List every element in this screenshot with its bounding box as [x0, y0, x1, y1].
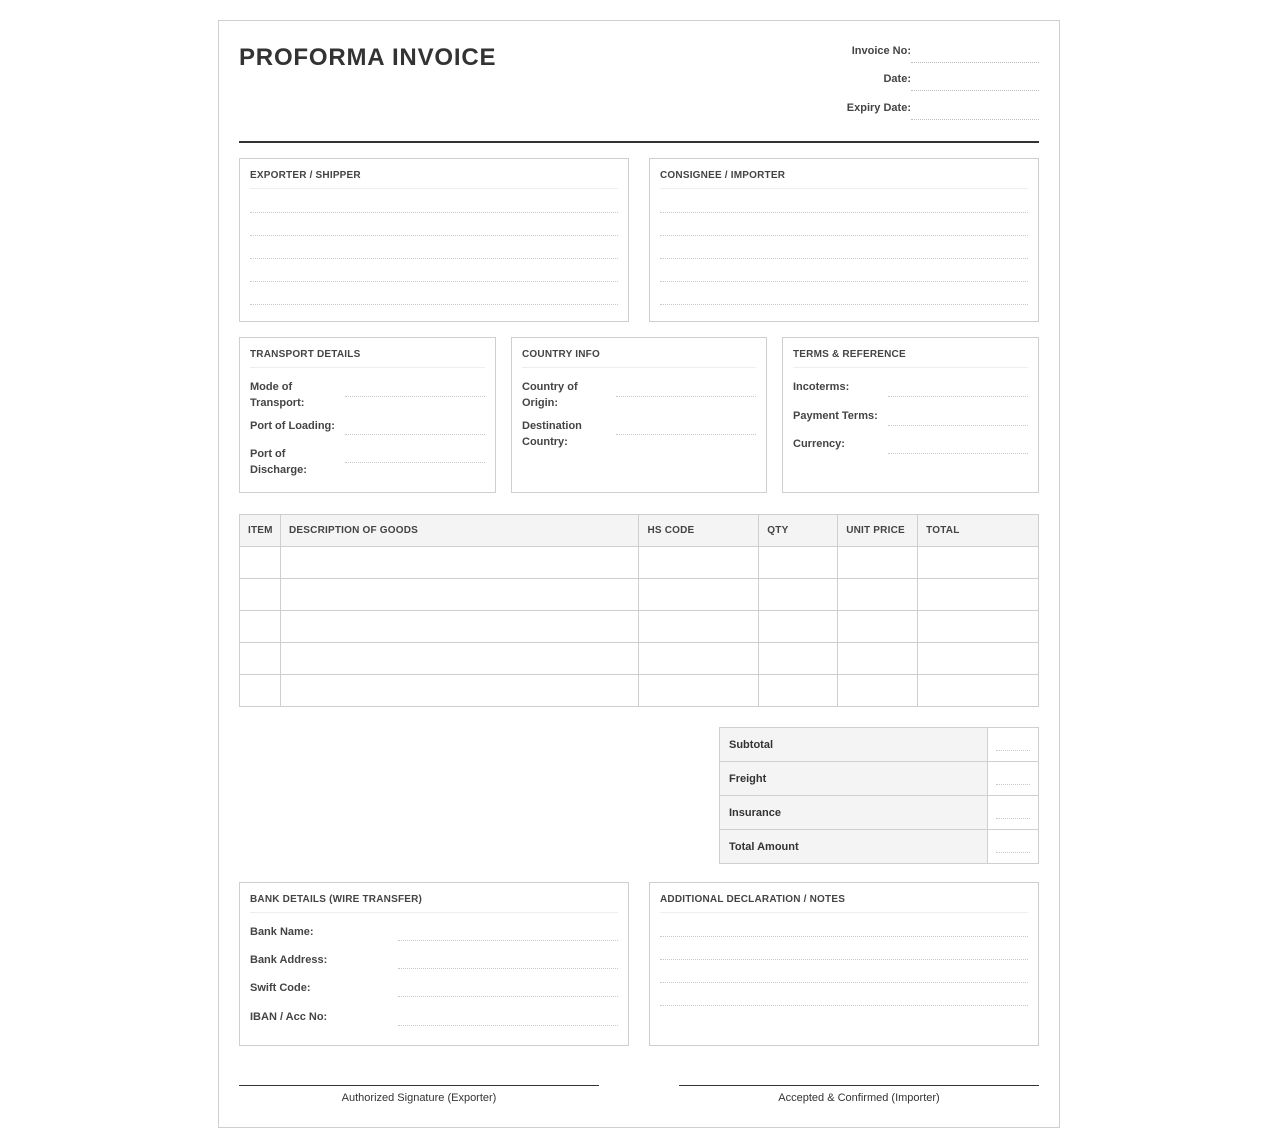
consignee-line[interactable] [660, 235, 1028, 236]
bank-box [239, 882, 629, 1046]
payment-terms-field[interactable] [888, 425, 1028, 426]
bank-name-label: Bank Name: [250, 926, 314, 938]
iban-field[interactable] [398, 1025, 618, 1026]
table-cell[interactable] [759, 579, 838, 611]
invoice-no-row [799, 45, 1039, 63]
terms-title-divider [793, 367, 1028, 368]
table-row [240, 675, 1039, 707]
port-of-loading-label: Port of Loading: [250, 420, 335, 432]
bank-title-divider [250, 912, 618, 913]
table-cell[interactable] [240, 611, 281, 643]
header-divider [239, 141, 1039, 143]
table-row [240, 579, 1039, 611]
table-cell[interactable] [639, 675, 759, 707]
importer-signature-line[interactable] [679, 1085, 1039, 1086]
table-cell[interactable] [280, 579, 638, 611]
subtotal-row [720, 728, 1039, 762]
column-header-item: ITEM [240, 515, 281, 547]
table-cell[interactable] [639, 547, 759, 579]
consignee-title-divider [660, 188, 1028, 189]
goods-table [239, 514, 1039, 707]
table-cell[interactable] [918, 643, 1039, 675]
notes-title-divider [660, 912, 1028, 913]
invoice-no-label: Invoice No: [851, 45, 911, 57]
table-row [240, 611, 1039, 643]
table-cell[interactable] [639, 643, 759, 675]
table-cell[interactable] [918, 611, 1039, 643]
goods-table-header [240, 515, 1039, 547]
notes-line[interactable] [660, 1005, 1028, 1006]
expiry-date-row [799, 102, 1039, 120]
column-header-unit-price: UNIT PRICE [838, 515, 918, 547]
transport-title: TRANSPORT DETAILS [250, 349, 361, 360]
notes-line[interactable] [660, 936, 1028, 937]
table-cell[interactable] [280, 643, 638, 675]
total-amount-field[interactable] [988, 830, 1039, 864]
subtotal-field[interactable] [988, 728, 1039, 762]
country-title: COUNTRY INFO [522, 349, 600, 360]
consignee-line[interactable] [660, 212, 1028, 213]
country-of-origin-label: Country of Origin: [522, 381, 578, 409]
table-cell[interactable] [838, 643, 918, 675]
mode-of-transport-label: Mode of Transport: [250, 381, 305, 409]
column-header-description: DESCRIPTION OF GOODS [280, 515, 638, 547]
document-title: PROFORMA INVOICE [239, 44, 497, 71]
transport-box [239, 337, 496, 493]
bank-name-field[interactable] [398, 940, 618, 941]
importer-signature-label: Accepted & Confirmed (Importer) [778, 1092, 940, 1104]
totals-table [719, 727, 1039, 864]
exporter-line[interactable] [250, 258, 618, 259]
notes-box [649, 882, 1039, 1046]
consignee-line[interactable] [660, 304, 1028, 305]
exporter-signature-line[interactable] [239, 1085, 599, 1086]
table-row [240, 547, 1039, 579]
column-header-total: TOTAL [918, 515, 1039, 547]
currency-label: Currency: [793, 438, 845, 450]
destination-country-field[interactable] [616, 434, 756, 435]
expiry-date-field[interactable] [911, 119, 1039, 120]
exporter-line[interactable] [250, 235, 618, 236]
insurance-label: Insurance [720, 796, 988, 830]
notes-title: ADDITIONAL DECLARATION / NOTES [660, 894, 846, 905]
total-amount-row [720, 830, 1039, 864]
exporter-title: EXPORTER / SHIPPER [250, 170, 361, 181]
freight-value-line [996, 784, 1030, 785]
exporter-line[interactable] [250, 281, 618, 282]
table-cell[interactable] [240, 643, 281, 675]
subtotal-label: Subtotal [720, 728, 988, 762]
table-cell[interactable] [838, 579, 918, 611]
consignee-line[interactable] [660, 281, 1028, 282]
invoice-page [218, 20, 1060, 1128]
table-cell[interactable] [838, 611, 918, 643]
incoterms-label: Incoterms: [793, 381, 850, 393]
payment-terms-label: Payment Terms: [793, 410, 878, 422]
date-label: Date: [883, 73, 911, 85]
exporter-signature-label: Authorized Signature (Exporter) [341, 1092, 497, 1104]
invoice-no-field[interactable] [911, 62, 1039, 63]
total-amount-value-line [996, 852, 1030, 853]
subtotal-value-line [996, 750, 1030, 751]
exporter-line[interactable] [250, 212, 618, 213]
mode-of-transport-field[interactable] [345, 396, 485, 397]
country-title-divider [522, 367, 756, 368]
insurance-value-line [996, 818, 1030, 819]
table-cell[interactable] [918, 675, 1039, 707]
terms-box [782, 337, 1039, 493]
exporter-box [239, 158, 629, 322]
incoterms-field[interactable] [888, 396, 1028, 397]
table-cell[interactable] [639, 579, 759, 611]
transport-title-divider [250, 367, 485, 368]
table-cell[interactable] [759, 611, 838, 643]
date-row [799, 73, 1039, 91]
insurance-field[interactable] [988, 796, 1039, 830]
total-amount-label: Total Amount [720, 830, 988, 864]
table-cell[interactable] [240, 675, 281, 707]
notes-line[interactable] [660, 982, 1028, 983]
country-of-origin-field[interactable] [616, 396, 756, 397]
table-cell[interactable] [918, 579, 1039, 611]
table-cell[interactable] [240, 579, 281, 611]
column-header-qty: QTY [759, 515, 838, 547]
freight-field[interactable] [988, 762, 1039, 796]
table-cell[interactable] [838, 675, 918, 707]
table-cell[interactable] [280, 547, 638, 579]
table-cell[interactable] [838, 547, 918, 579]
terms-title: TERMS & REFERENCE [793, 349, 906, 360]
port-of-loading-field[interactable] [345, 434, 485, 435]
bank-title: BANK DETAILS (WIRE TRANSFER) [250, 894, 423, 905]
freight-label: Freight [720, 762, 988, 796]
consignee-title: CONSIGNEE / IMPORTER [660, 170, 786, 181]
table-cell[interactable] [280, 675, 638, 707]
consignee-line[interactable] [660, 258, 1028, 259]
exporter-title-divider [250, 188, 618, 189]
port-of-discharge-label: Port of Discharge: [250, 448, 307, 476]
bank-address-field[interactable] [398, 968, 618, 969]
table-cell[interactable] [759, 675, 838, 707]
exporter-line[interactable] [250, 304, 618, 305]
insurance-row [720, 796, 1039, 830]
destination-country-label: Destination Country: [522, 420, 582, 448]
table-cell[interactable] [759, 643, 838, 675]
table-cell[interactable] [240, 547, 281, 579]
swift-code-field[interactable] [398, 996, 618, 997]
bank-address-label: Bank Address: [250, 954, 328, 966]
notes-line[interactable] [660, 959, 1028, 960]
table-cell[interactable] [918, 547, 1039, 579]
table-cell[interactable] [639, 611, 759, 643]
table-row [240, 643, 1039, 675]
expiry-date-label: Expiry Date: [846, 102, 911, 114]
port-of-discharge-field[interactable] [345, 462, 485, 463]
date-field[interactable] [911, 90, 1039, 91]
currency-field[interactable] [888, 453, 1028, 454]
column-header-hs-code: HS CODE [639, 515, 759, 547]
iban-label: IBAN / Acc No: [250, 1011, 328, 1023]
consignee-box [649, 158, 1039, 322]
swift-code-label: Swift Code: [250, 982, 311, 994]
freight-row [720, 762, 1039, 796]
table-cell[interactable] [759, 547, 838, 579]
country-box [511, 337, 767, 493]
table-cell[interactable] [280, 611, 638, 643]
